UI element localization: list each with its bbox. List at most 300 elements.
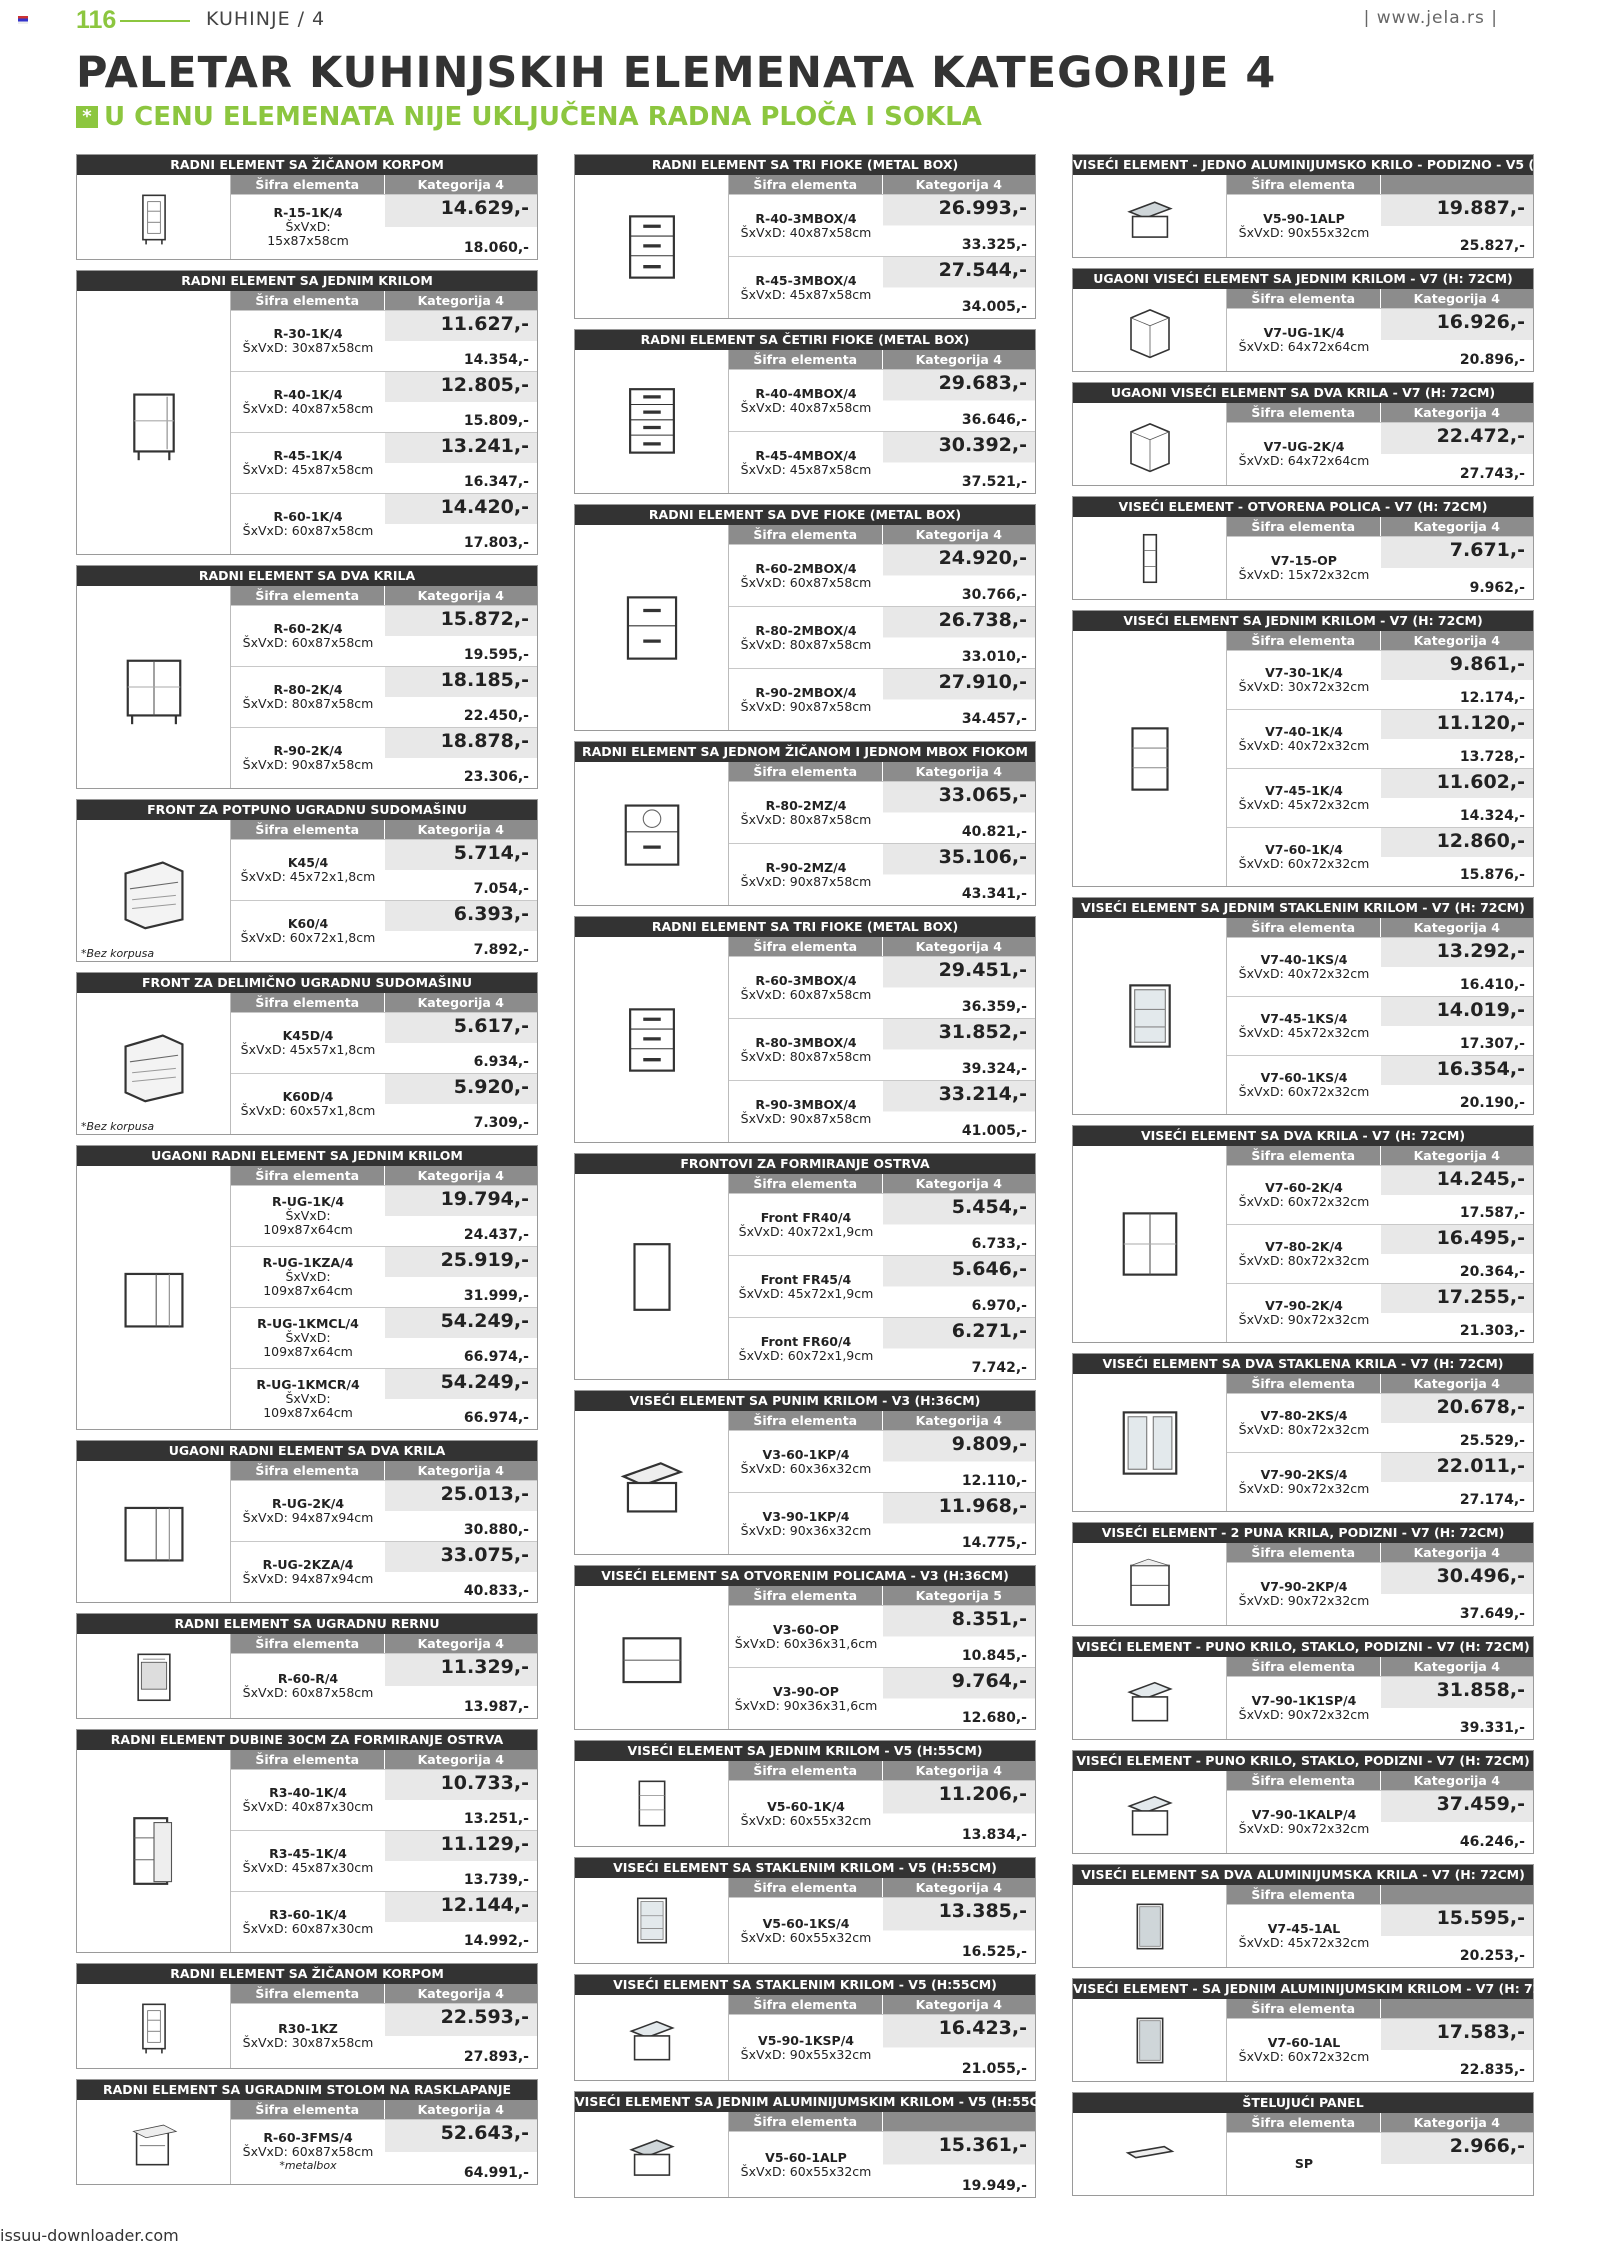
table-row bbox=[231, 605, 537, 666]
section-body bbox=[77, 1461, 537, 1602]
table-header bbox=[231, 1166, 537, 1185]
header-code: Šifra elementa bbox=[231, 1461, 384, 1480]
section-title: RADNI ELEMENT SA UGRADNIM STOLOM NA RASKLAPANJE bbox=[77, 2080, 537, 2100]
price-secondary: 37.521,- bbox=[961, 474, 1027, 490]
header-code: Šifra elementa bbox=[729, 350, 882, 369]
header-code: Šifra elementa bbox=[729, 937, 882, 956]
product-dimensions: ŠxVxD: 45x57x1,8cm bbox=[240, 1042, 376, 1057]
price-secondary: 30.766,- bbox=[961, 587, 1027, 603]
price-cell bbox=[385, 1654, 537, 1718]
product-code: K45D/4 bbox=[282, 1028, 334, 1043]
product-code-cell bbox=[231, 2120, 385, 2184]
product-code: V7-60-2K/4 bbox=[1265, 1180, 1343, 1195]
price-secondary: 37.649,- bbox=[1459, 1606, 1525, 1622]
product-code-cell bbox=[231, 1369, 385, 1429]
table-header bbox=[231, 1461, 537, 1480]
table-row bbox=[1227, 1904, 1533, 1967]
product-code: R-UG-1KZA/4 bbox=[262, 1255, 354, 1270]
product-dimensions-value: 109x87x64cm bbox=[263, 1283, 353, 1298]
price-secondary: 39.331,- bbox=[1459, 1720, 1525, 1736]
price-secondary: 64.991,- bbox=[463, 2165, 529, 2181]
product-image bbox=[77, 586, 231, 788]
product-section bbox=[76, 2079, 538, 2185]
table-row bbox=[729, 2014, 1035, 2080]
price-table bbox=[1227, 1374, 1533, 1511]
table-row bbox=[231, 666, 537, 727]
price: 7.671,- bbox=[1449, 539, 1525, 561]
product-dimensions: ŠxVxD: 40x87x58cm bbox=[740, 224, 872, 240]
product-code: R-45-4MBOX/4 bbox=[755, 447, 857, 463]
header-category: Kategorija 4 bbox=[1380, 2113, 1534, 2132]
product-code-cell bbox=[1227, 2133, 1381, 2195]
product-code: V7-80-2K/4 bbox=[1265, 1239, 1343, 1254]
price: 29.683,- bbox=[938, 372, 1027, 394]
header-code: Šifra elementa bbox=[1227, 1771, 1380, 1790]
product-code: Front FR45/4 bbox=[760, 1271, 852, 1287]
header-code: Šifra elementa bbox=[729, 1411, 882, 1430]
table-row bbox=[1227, 1790, 1533, 1853]
price-cell bbox=[1381, 1453, 1533, 1511]
product-code: V7-45-1KS/4 bbox=[1260, 1011, 1348, 1026]
price-cell bbox=[883, 669, 1035, 730]
product-section bbox=[574, 504, 1036, 731]
product-code-cell bbox=[231, 1654, 385, 1718]
product-section bbox=[1072, 1750, 1534, 1854]
product-code-cell bbox=[231, 195, 385, 259]
three-drawer-icon bbox=[617, 1000, 687, 1080]
product-dimensions: ŠxVxD: 60x36x31,6cm bbox=[734, 1635, 878, 1651]
product-dimensions: ŠxVxD: 45x72x32cm bbox=[1238, 1025, 1370, 1040]
price-secondary: 7.892,- bbox=[473, 942, 529, 958]
table-row bbox=[729, 1667, 1035, 1729]
section-body bbox=[1073, 1374, 1533, 1511]
price-secondary: 6.970,- bbox=[971, 1298, 1027, 1314]
product-section bbox=[574, 1974, 1036, 2081]
product-image bbox=[1073, 289, 1227, 371]
header-category: Kategorija 5 bbox=[882, 1586, 1036, 1605]
product-dimensions: ŠxVxD: 80x87x58cm bbox=[242, 696, 374, 711]
table-row bbox=[729, 194, 1035, 256]
price-secondary: 66.974,- bbox=[463, 1410, 529, 1426]
price: 5.646,- bbox=[951, 1258, 1027, 1280]
product-code-cell bbox=[729, 1318, 883, 1379]
product-dimensions: ŠxVxD: 64x72x64cm bbox=[1238, 339, 1370, 354]
table-header bbox=[1227, 1885, 1533, 1904]
price-table bbox=[231, 1984, 537, 2068]
product-image bbox=[77, 1166, 231, 1429]
price-cell bbox=[883, 2132, 1035, 2197]
price: 9.861,- bbox=[1449, 653, 1525, 675]
table-row bbox=[231, 1012, 537, 1073]
price-secondary: 33.010,- bbox=[961, 649, 1027, 665]
price: 15.595,- bbox=[1436, 1907, 1525, 1929]
product-dimensions: ŠxVxD: 40x72x32cm bbox=[1238, 966, 1370, 981]
section-body bbox=[575, 1586, 1035, 1729]
product-code-cell bbox=[1227, 309, 1381, 371]
product-dimensions: ŠxVxD: 60x57x1,8cm bbox=[240, 1103, 376, 1118]
table-header bbox=[729, 1761, 1035, 1780]
price: 8.351,- bbox=[951, 1608, 1027, 1630]
product-image bbox=[1073, 918, 1227, 1114]
table-header bbox=[1227, 2113, 1533, 2132]
product-code-cell bbox=[729, 2132, 883, 2197]
section-title: VISEĆI ELEMENT - SA JEDNIM ALUMINIJUMSKIM KRILOM - V7 (H: 72CM) bbox=[1073, 1979, 1533, 1999]
product-section bbox=[574, 1153, 1036, 1380]
header-category: Kategorija 4 bbox=[882, 1995, 1036, 2014]
page-title: PALETAR KUHINJSKIH ELEMENATA KATEGORIJE 4 bbox=[76, 48, 1277, 98]
price-secondary: 41.005,- bbox=[961, 1123, 1027, 1139]
product-dimensions: ŠxVxD: 90x72x32cm bbox=[1238, 1312, 1370, 1327]
section-title: RADNI ELEMENT SA TRI FIOKE (METAL BOX) bbox=[575, 155, 1035, 175]
price-cell bbox=[883, 432, 1035, 493]
section-title: VISEĆI ELEMENT - 2 PUNA KRILA, PODIZNI - V7 (H: 72CM) bbox=[1073, 1523, 1533, 1543]
product-code-cell bbox=[1227, 1453, 1381, 1511]
product-dimensions: ŠxVxD: 80x72x32cm bbox=[1238, 1422, 1370, 1437]
header-category: Kategorija 4 bbox=[1380, 1771, 1534, 1790]
price-secondary: 17.803,- bbox=[463, 535, 529, 551]
header-code: Šifra elementa bbox=[729, 1586, 882, 1605]
product-code: V5-90-1KSP/4 bbox=[758, 2032, 854, 2048]
header-code: Šifra elementa bbox=[1227, 289, 1380, 308]
header-code: Šifra elementa bbox=[1227, 2113, 1380, 2132]
product-code-cell bbox=[1227, 997, 1381, 1055]
glass-lift-door-icon bbox=[1115, 1670, 1185, 1727]
price-secondary: 25.529,- bbox=[1459, 1433, 1525, 1449]
table-row bbox=[729, 544, 1035, 606]
product-code-cell bbox=[231, 1074, 385, 1134]
header-code: Šifra elementa bbox=[1227, 1374, 1380, 1393]
price: 52.643,- bbox=[440, 2122, 529, 2144]
price: 11.129,- bbox=[440, 1833, 529, 1855]
price-cell bbox=[1381, 1677, 1533, 1739]
section-title: UGAONI RADNI ELEMENT SA JEDNIM KRILOM bbox=[77, 1146, 537, 1166]
table-row bbox=[1227, 422, 1533, 485]
table-row bbox=[729, 1255, 1035, 1317]
header-category: Kategorija 4 bbox=[882, 350, 1036, 369]
price-secondary: 14.775,- bbox=[961, 1535, 1027, 1551]
product-dimensions: ŠxVxD: 60x72x32cm bbox=[1238, 1194, 1370, 1209]
price-table bbox=[729, 1878, 1035, 1963]
price-cell bbox=[385, 840, 537, 900]
price-cell bbox=[1381, 769, 1533, 827]
price-cell bbox=[883, 1606, 1035, 1667]
price-secondary: 12.680,- bbox=[961, 1710, 1027, 1726]
section-title: VISEĆI ELEMENT SA JEDNIM ALUMINIJUMSKIM KRILOM - V5 (H:55CM) bbox=[575, 2092, 1035, 2112]
product-dimensions: ŠxVxD: 40x87x58cm bbox=[242, 401, 374, 416]
header-code: Šifra elementa bbox=[1227, 403, 1380, 422]
product-section bbox=[1072, 496, 1534, 600]
price: 18.878,- bbox=[440, 730, 529, 752]
header-category: Kategorija 4 bbox=[384, 1750, 538, 1769]
product-code-cell bbox=[729, 1081, 883, 1142]
section-body bbox=[77, 291, 537, 554]
price: 17.255,- bbox=[1436, 1286, 1525, 1308]
header-category: Kategorija 4 bbox=[384, 291, 538, 310]
tall-wire-basket-icon bbox=[119, 1998, 189, 2055]
table-row bbox=[231, 310, 537, 371]
product-code-cell bbox=[231, 1542, 385, 1602]
product-code-cell bbox=[231, 2004, 385, 2068]
product-code: V7-45-1AL bbox=[1267, 1921, 1341, 1936]
price-cell bbox=[1381, 423, 1533, 485]
price-cell bbox=[883, 782, 1035, 843]
price-cell bbox=[1381, 537, 1533, 599]
price: 11.602,- bbox=[1436, 771, 1525, 793]
price-table bbox=[1227, 1146, 1533, 1342]
product-dimensions: ŠxVxD: 30x87x58cm bbox=[242, 340, 374, 355]
image-note: *Bez korpusa bbox=[81, 1120, 155, 1133]
price: 12.805,- bbox=[440, 374, 529, 396]
product-section bbox=[1072, 1978, 1569, 2082]
product-code: V3-60-OP bbox=[773, 1621, 839, 1637]
section-title: FRONT ZA POTPUNO UGRADNU SUDOMAŠINU bbox=[77, 800, 537, 820]
product-code: R-40-4MBOX/4 bbox=[755, 385, 857, 401]
product-code: R-80-2K/4 bbox=[273, 682, 343, 697]
price-secondary: 19.949,- bbox=[961, 2178, 1027, 2194]
product-dimensions: ŠxVxD: 30x87x58cm bbox=[242, 2035, 374, 2050]
table-row bbox=[729, 1605, 1035, 1667]
header-category: Kategorija 4 bbox=[1380, 1146, 1534, 1165]
product-code-cell bbox=[1227, 1056, 1381, 1114]
price-secondary: 13.251,- bbox=[463, 1811, 529, 1827]
product-image bbox=[77, 1461, 231, 1602]
table-row bbox=[231, 1541, 537, 1602]
product-code: V7-90-2KS/4 bbox=[1260, 1467, 1348, 1482]
table-header bbox=[1227, 1543, 1533, 1562]
product-dimensions: ŠxVxD: 80x87x58cm bbox=[740, 1048, 872, 1064]
header-code: Šifra elementa bbox=[729, 1878, 882, 1897]
price-table bbox=[1227, 1657, 1533, 1739]
price-cell bbox=[883, 545, 1035, 606]
product-image bbox=[575, 1995, 729, 2080]
column-right bbox=[1072, 154, 1599, 2206]
section-body bbox=[1073, 1657, 1533, 1739]
product-code: R-40-1K/4 bbox=[273, 387, 343, 402]
corner-base-icon bbox=[119, 1492, 189, 1572]
product-dimensions: ŠxVxD: bbox=[285, 1269, 331, 1284]
price-cell bbox=[1381, 1166, 1533, 1224]
section-title: VISEĆI ELEMENT SA PUNIM KRILOM - V3 (H:36CM) bbox=[575, 1391, 1035, 1411]
product-dimensions: ŠxVxD: 30x72x32cm bbox=[1238, 679, 1370, 694]
price-secondary: 23.306,- bbox=[463, 769, 529, 785]
product-code-cell bbox=[231, 1247, 385, 1307]
header-code: Šifra elementa bbox=[729, 1761, 882, 1780]
header-category: Kategorija 4 bbox=[1380, 1374, 1534, 1393]
product-dimensions: ŠxVxD: 60x87x58cm bbox=[740, 574, 872, 590]
price: 14.245,- bbox=[1436, 1168, 1525, 1190]
product-code-cell bbox=[729, 1493, 883, 1554]
table-header bbox=[729, 2112, 1035, 2131]
product-code-cell bbox=[729, 1194, 883, 1255]
price: 11.968,- bbox=[938, 1495, 1027, 1517]
product-code-cell bbox=[729, 432, 883, 493]
product-image bbox=[575, 350, 729, 493]
product-code-cell bbox=[1227, 651, 1381, 709]
price-cell bbox=[385, 195, 537, 259]
price: 14.019,- bbox=[1436, 999, 1525, 1021]
section-title: VISEĆI ELEMENT SA STAKLENIM KRILOM - V5 (H:55CM) bbox=[575, 1975, 1035, 1995]
wall-lift-door-icon bbox=[617, 1443, 687, 1523]
product-section bbox=[1072, 2092, 1534, 2196]
table-row bbox=[1227, 1283, 1533, 1342]
product-dimensions: ŠxVxD: 80x87x58cm bbox=[740, 811, 872, 827]
product-dimensions: ŠxVxD: 60x87x58cm bbox=[242, 2144, 374, 2159]
product-dimensions: ŠxVxD: 60x87x58cm bbox=[242, 523, 374, 538]
price-cell bbox=[1381, 651, 1533, 709]
price-cell bbox=[1381, 195, 1533, 257]
table-row bbox=[729, 843, 1035, 905]
price-table bbox=[729, 2112, 1035, 2197]
product-dimensions: ŠxVxD: 90x87x58cm bbox=[242, 757, 374, 772]
table-row bbox=[729, 668, 1035, 730]
product-dimensions: ŠxVxD: 90x36x32cm bbox=[740, 1522, 872, 1538]
price: 37.459,- bbox=[1436, 1793, 1525, 1815]
section-body bbox=[1073, 918, 1533, 1114]
product-section bbox=[76, 1613, 538, 1719]
footer-source: issuu-downloader.com bbox=[0, 2226, 179, 2245]
price-cell bbox=[1381, 828, 1533, 886]
product-dimensions: ŠxVxD: 45x87x30cm bbox=[242, 1860, 374, 1875]
price: 11.627,- bbox=[440, 313, 529, 335]
section-title: VISEĆI ELEMENT - PUNO KRILO, STAKLO, PODIZNI - V7 (H: 72CM) bbox=[1073, 1637, 1533, 1657]
product-dimensions: ŠxVxD: 40x72x32cm bbox=[1238, 738, 1370, 753]
price-secondary: 9.962,- bbox=[1469, 580, 1525, 596]
price-secondary: 6.733,- bbox=[971, 1236, 1027, 1252]
product-code-cell bbox=[1227, 2019, 1381, 2081]
price-cell bbox=[1381, 1394, 1533, 1452]
price-secondary: 66.974,- bbox=[463, 1349, 529, 1365]
product-image bbox=[1073, 1657, 1227, 1739]
price-secondary: 12.110,- bbox=[961, 1473, 1027, 1489]
table-row bbox=[231, 194, 537, 259]
price-table bbox=[1227, 1771, 1533, 1853]
product-code: R3-60-1K/4 bbox=[269, 1907, 347, 1922]
price: 33.065,- bbox=[938, 784, 1027, 806]
price: 29.451,- bbox=[938, 959, 1027, 981]
section-body bbox=[1073, 1543, 1533, 1625]
section-title: RADNI ELEMENT SA UGRADNU RERNU bbox=[77, 1614, 537, 1634]
product-section bbox=[76, 565, 538, 789]
product-dimensions: ŠxVxD: 40x72x1,9cm bbox=[738, 1223, 874, 1239]
price-cell bbox=[883, 1318, 1035, 1379]
product-image bbox=[575, 2112, 729, 2197]
product-code-cell bbox=[1227, 195, 1381, 257]
table-row bbox=[729, 1897, 1035, 1963]
price: 16.423,- bbox=[938, 2017, 1027, 2039]
price: 14.629,- bbox=[440, 197, 529, 219]
section-title: VISEĆI ELEMENT SA DVA ALUMINIJUMSKA KRILA - V7 (H: 72CM) bbox=[1073, 1865, 1533, 1885]
price: 13.385,- bbox=[938, 1900, 1027, 1922]
price-cell bbox=[385, 1481, 537, 1541]
header-category: Kategorija 4 bbox=[1380, 403, 1534, 422]
price: 5.920,- bbox=[453, 1076, 529, 1098]
adjustable-panel-icon bbox=[1115, 2126, 1185, 2183]
section-title: UGAONI VISEĆI ELEMENT SA JEDNIM KRILOM - V7 (H: 72CM) bbox=[1073, 269, 1533, 289]
product-dimensions: ŠxVxD: 60x36x32cm bbox=[740, 1460, 872, 1476]
header-code: Šifra elementa bbox=[729, 525, 882, 544]
product-code-cell bbox=[1227, 828, 1381, 886]
price: 30.496,- bbox=[1436, 1565, 1525, 1587]
price-secondary: 7.309,- bbox=[473, 1115, 529, 1131]
price: 25.013,- bbox=[440, 1483, 529, 1505]
table-row bbox=[729, 1080, 1035, 1142]
price-table bbox=[729, 937, 1035, 1142]
price-secondary: 21.055,- bbox=[961, 2061, 1027, 2077]
price-table bbox=[1227, 289, 1533, 371]
price-table bbox=[1227, 2113, 1533, 2195]
price: 22.011,- bbox=[1436, 1455, 1525, 1477]
product-code-cell bbox=[729, 607, 883, 668]
product-code-cell bbox=[729, 370, 883, 431]
section-body bbox=[77, 1984, 537, 2068]
price-table bbox=[729, 350, 1035, 493]
product-image bbox=[575, 525, 729, 730]
product-dimensions: ŠxVxD: 90x72x32cm bbox=[1238, 1821, 1370, 1836]
dishwasher-front-icon bbox=[119, 851, 189, 931]
price-secondary: 22.450,- bbox=[463, 708, 529, 724]
price-table bbox=[231, 2100, 537, 2184]
website-link[interactable]: | www.jela.rs | bbox=[1363, 8, 1498, 28]
section-body bbox=[77, 1634, 537, 1718]
product-dimensions: ŠxVxD: bbox=[285, 1391, 331, 1406]
section-body bbox=[575, 1411, 1035, 1554]
price: 20.678,- bbox=[1436, 1396, 1525, 1418]
product-image bbox=[575, 937, 729, 1142]
header-code: Šifra elementa bbox=[729, 762, 882, 781]
product-code: R-40-3MBOX/4 bbox=[755, 210, 857, 226]
table-row bbox=[231, 1307, 537, 1368]
price: 16.926,- bbox=[1436, 311, 1525, 333]
aluminium-door-icon bbox=[1115, 2012, 1185, 2069]
price-secondary: 13.728,- bbox=[1459, 749, 1525, 765]
product-section bbox=[1072, 1353, 1534, 1512]
price-table bbox=[729, 1411, 1035, 1554]
product-code-cell bbox=[729, 2015, 883, 2080]
table-row bbox=[1227, 1055, 1533, 1114]
table-row bbox=[1227, 2132, 1533, 2195]
header-category: Kategorija 4 bbox=[1380, 1657, 1534, 1676]
aluminium-lift-door-icon bbox=[617, 2126, 687, 2183]
price: 12.144,- bbox=[440, 1894, 529, 1916]
product-dimensions: ŠxVxD: 40x87x58cm bbox=[740, 399, 872, 415]
table-header bbox=[231, 175, 537, 194]
product-image bbox=[1073, 2113, 1227, 2195]
product-dimensions: ŠxVxD: 45x87x58cm bbox=[242, 462, 374, 477]
header-category: Kategorija 4 bbox=[384, 1984, 538, 2003]
table-row bbox=[231, 2119, 537, 2184]
price-cell bbox=[883, 1668, 1035, 1729]
product-section bbox=[1072, 1125, 1534, 1343]
price-cell bbox=[1381, 1905, 1533, 1967]
table-row bbox=[729, 1193, 1035, 1255]
table-row bbox=[1227, 768, 1533, 827]
product-code-cell bbox=[231, 1481, 385, 1541]
price-table bbox=[729, 525, 1035, 730]
price: 13.241,- bbox=[440, 435, 529, 457]
product-image bbox=[1073, 1543, 1227, 1625]
price-secondary: 15.809,- bbox=[463, 413, 529, 429]
oven-housing-icon bbox=[119, 1648, 189, 1705]
page-subtitle: U CENU ELEMENATA NIJE UKLJUČENA RADNA PLOČA I SOKLA bbox=[104, 102, 982, 132]
price-secondary: 13.834,- bbox=[961, 1827, 1027, 1843]
header-category bbox=[1380, 1999, 1534, 2018]
price: 33.075,- bbox=[440, 1544, 529, 1566]
glass-lift-door-icon bbox=[1115, 1784, 1185, 1841]
header-code: Šifra elementa bbox=[231, 1984, 384, 2003]
table-row bbox=[729, 1430, 1035, 1492]
product-image bbox=[575, 175, 729, 318]
product-dimensions: ŠxVxD: 90x36x31,6cm bbox=[734, 1697, 878, 1713]
